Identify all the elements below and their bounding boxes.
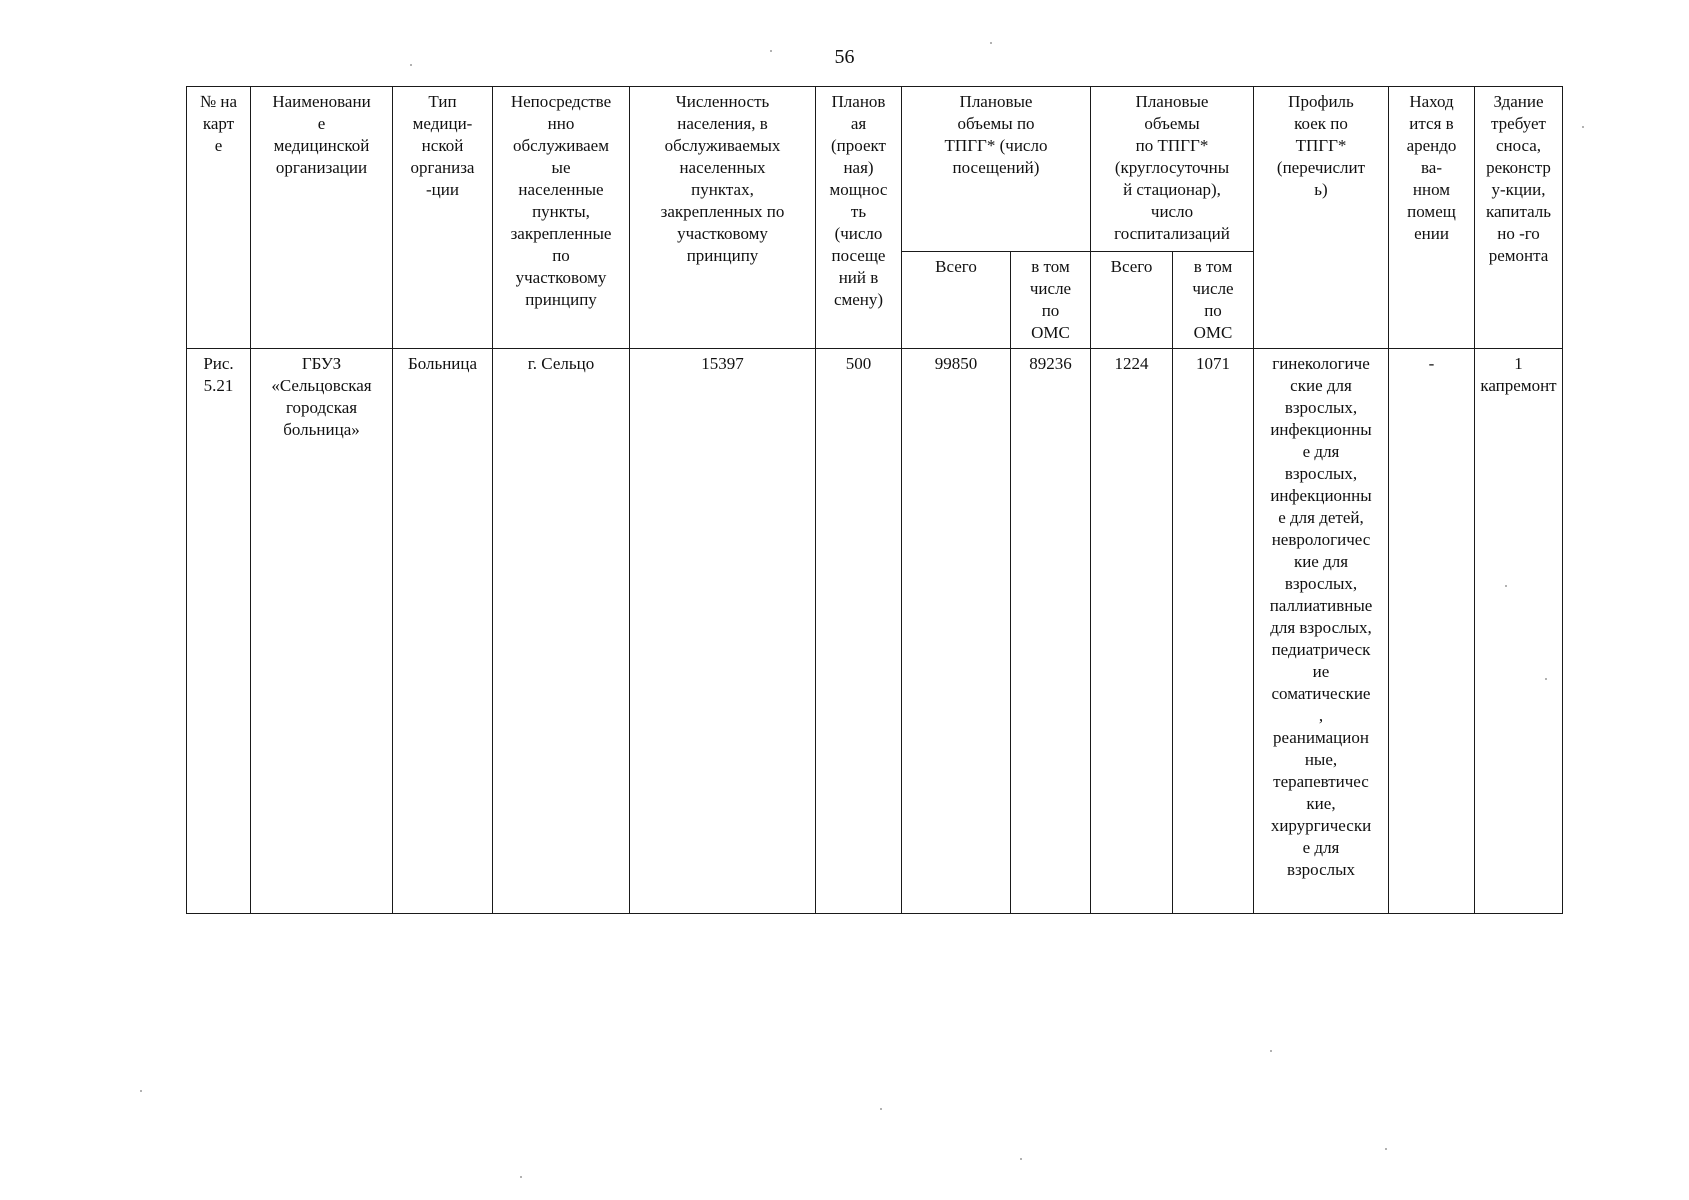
header-org-name: Наименовани е медицинской организации — [251, 87, 393, 349]
scan-speck — [880, 1108, 882, 1110]
cell-visits-oms: 89236 — [1011, 349, 1091, 914]
cell-visits-total: 99850 — [902, 349, 1011, 914]
header-map-no: № на карт е — [187, 87, 251, 349]
scan-speck — [1582, 126, 1584, 128]
page-number: 56 — [834, 46, 855, 68]
header-hospitalizations-group: Плановые объемы по ТПГГ* (круглосуточны й стационар), число госпитализаций — [1091, 87, 1254, 252]
header-visits-group: Плановые объемы по ТПГГ* (число посещений) — [902, 87, 1091, 252]
header-org-type: Тип медици- нской организа -ции — [393, 87, 493, 349]
cell-bed-profile: гинекологиче ские для взрослых, инфекционны е для взрослых, инфекционны е для детей, неврологичес кие для взрослых, паллиативные для взрослых, педиатрическ ие соматические , реанимацион ные, терапевтичес кие, хирургически е для взрослых — [1254, 349, 1389, 914]
table-row — [187, 349, 1563, 914]
medical-organizations-table — [186, 86, 1563, 914]
header-visits-oms: в том числе по ОМС — [1011, 252, 1091, 349]
header-hosp-oms: в том числе по ОМС — [1173, 252, 1254, 349]
scan-speck — [1270, 1050, 1272, 1052]
scan-speck — [520, 1176, 522, 1178]
cell-hosp-total: 1224 — [1091, 349, 1173, 914]
header-bed-profile: Профиль коек по ТПГГ* (перечислит ь) — [1254, 87, 1389, 349]
header-row-1 — [187, 87, 1563, 252]
cell-map-no: Рис. 5.21 — [187, 349, 251, 914]
scan-speck — [1545, 678, 1547, 680]
header-building-needs: Здание требует сноса, реконстр у-кции, капиталь но -го ремонта — [1475, 87, 1563, 349]
scan-speck — [1505, 585, 1507, 587]
header-capacity: Планов ая (проект ная) мощнос ть (число посеще ний в смену) — [816, 87, 902, 349]
scan-speck — [140, 1090, 142, 1092]
scan-speck — [410, 64, 412, 66]
cell-org-type: Больница — [393, 349, 493, 914]
scan-speck — [1385, 1148, 1387, 1150]
header-leased: Наход ится в арендо ва- нном помещ ении — [1389, 87, 1475, 349]
header-served-settlements: Непосредстве нно обслуживаем ые населенные пункты, закрепленные по участковому принципу — [493, 87, 630, 349]
scan-speck — [770, 50, 772, 52]
header-population: Численность населения, в обслуживаемых населенных пунктах, закрепленных по участковому принципу — [630, 87, 816, 349]
cell-hosp-oms: 1071 — [1173, 349, 1254, 914]
scan-speck — [1020, 1158, 1022, 1160]
cell-org-name: ГБУЗ «Сельцовская городская больница» — [251, 349, 393, 914]
cell-served-settlements: г. Сельцо — [493, 349, 630, 914]
cell-population: 15397 — [630, 349, 816, 914]
header-visits-total: Всего — [902, 252, 1011, 349]
cell-capacity: 500 — [816, 349, 902, 914]
scan-speck — [990, 42, 992, 44]
cell-leased: - — [1389, 349, 1475, 914]
cell-building-needs: 1 капремонт — [1475, 349, 1563, 914]
header-hosp-total: Всего — [1091, 252, 1173, 349]
